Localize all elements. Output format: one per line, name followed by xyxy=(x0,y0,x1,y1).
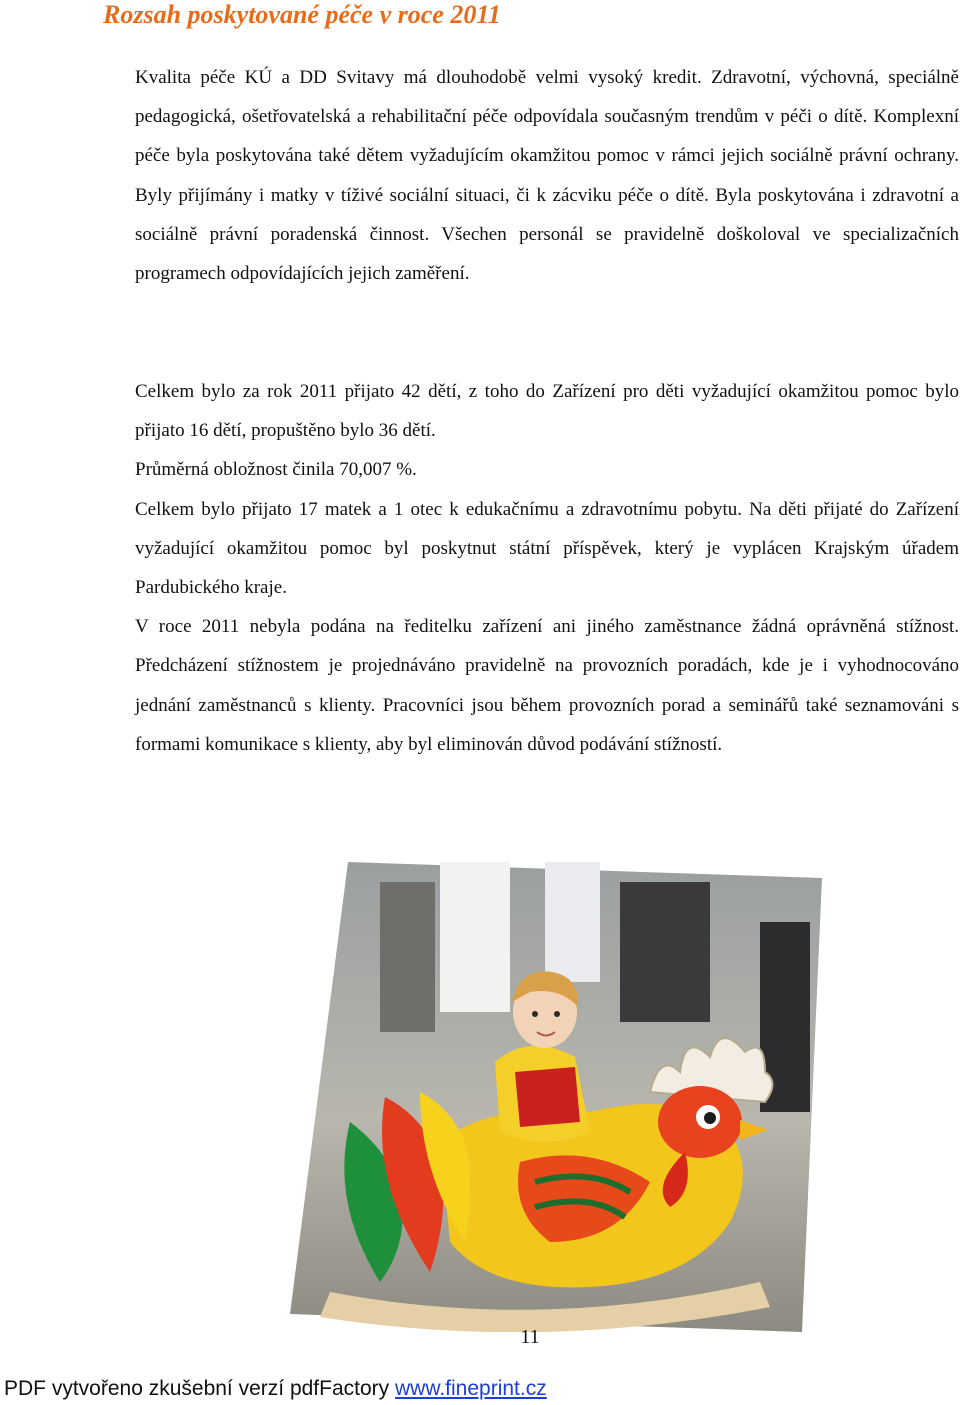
footer-link[interactable]: www.fineprint.cz xyxy=(394,1377,547,1400)
page-title: Rozsah poskytované péče v roce 2011 xyxy=(103,0,501,29)
paragraph-mothers: Celkem bylo přijato 17 matek a 1 otec k edukačnímu a zdravotnímu pobytu. Na děti přijaté do Zařízení vyžadující okamžitou pomoc byl poskytnut státní příspěvek, který je vyplácen Krajským úřadem Pardubického kraje. xyxy=(135,498,959,599)
paragraph-admissions: Celkem bylo za rok 2011 přijato 42 dětí, z toho do Zařízení pro děti vyžadující okamžitou pomoc bylo přijato 16 dětí, propuštěno bylo 36 dětí. xyxy=(135,381,959,442)
paragraph-quality: Kvalita péče KÚ a DD Svitavy má dlouhodobě velmi vysoký kredit. Zdravotní, výchovná, speciálně pedagogická, ošetřovatelská a rehabilitační péče odpovídala současným trendům v péči o dítě. Komplexní péče byla poskytována také dětem vyžadujícím okamžitou pomoc v rámci jejich sociálně právní ochrany. Byly přijímány i matky v tíživé sociální situaci, či k zácviku péče o dítě. Byla poskytována i zdravotní a sociálně právní poradenská činnost. Všechen personál se pravidelně doškoloval ve specializačních programech odpovídajících jejich zaměření. xyxy=(135,67,959,285)
paragraph-occupancy: Průměrná obložnost činila 70,007 %. xyxy=(135,459,417,481)
footer xyxy=(4,1377,547,1401)
page-number: 11 xyxy=(520,1326,540,1348)
statistics-section xyxy=(135,372,959,764)
paragraph-complaints: V roce 2011 nebyla podána na ředitelku zařízení ani jiného zaměstnance žádná oprávněná stížnost. Předcházení stížnostem je projednáváno pravidelně na provozních poradách, kde je i vyhodnocováno jednání zaměstnanců s klienty. Pracovníci jsou během provozních porad a seminářů také seznamováni s formami komunikace s klienty, aby byl eliminován důvod podávání stížností. xyxy=(135,616,959,755)
intro-paragraph xyxy=(135,58,959,293)
photo-child-in-rooster-rocker xyxy=(290,862,822,1332)
footer-text: PDF vytvořeno zkušební verzí pdfFactory xyxy=(4,1377,395,1400)
